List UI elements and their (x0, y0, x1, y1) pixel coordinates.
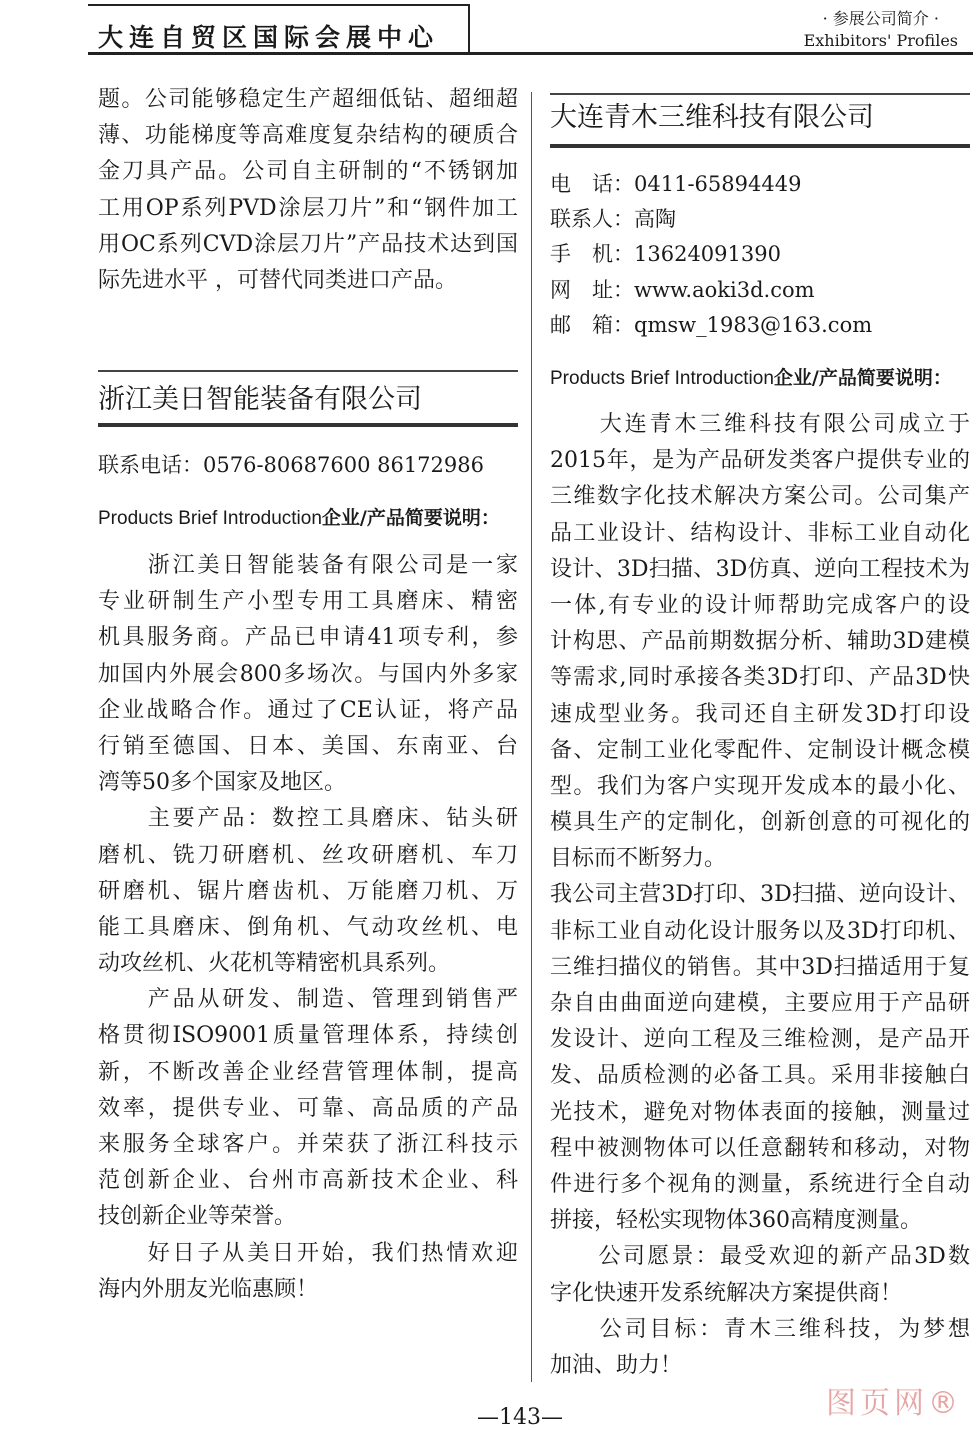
contact-item: 联系人：高陶 (550, 207, 676, 232)
text-line: 技创新企业等荣誉。 (98, 1204, 297, 1230)
paragraph (98, 982, 518, 1235)
pbi-en: Products Brief Introduction (98, 508, 322, 529)
text-line: 字化快速开发系统解决方案提供商！ (550, 1280, 903, 1306)
text-line: 机具服务商。产品已申请41项专利，参 (98, 625, 518, 651)
text-line: 备、定制工业化零配件、定制设计概念模 (550, 737, 970, 763)
header-section (804, 8, 958, 52)
text-line: 湾等50多个国家及地区。 (98, 770, 346, 796)
text-line: 我公司主营3D打印、3D扫描、逆向设计、 (550, 882, 970, 908)
column-divider (531, 92, 532, 1382)
text-line: 范创新企业、台州市高新技术企业、科 (98, 1168, 518, 1194)
paragraph (98, 1236, 518, 1308)
paragraph (98, 801, 518, 982)
text-line: 新，不断改善企业经营管理体制，提高 (98, 1059, 518, 1085)
text-line: 一体,有专业的设计师帮助完成客户的设 (550, 592, 970, 618)
text-line: 产品从研发、制造、管理到销售严 (98, 987, 518, 1013)
text-line: 用OC系列CVD涂层刀片”产品技术达到国 (98, 231, 518, 257)
rule-bottom (550, 144, 970, 148)
paragraph (98, 548, 518, 801)
products-brief-heading (98, 503, 500, 533)
text-line: 拼接，轻松实现物体360高精度测量。 (550, 1208, 922, 1234)
text-line: 工用OP系列PVD涂层刀片”和“钢件加工 (98, 195, 518, 221)
text-line: 发设计、逆向工程及三维检测，是产品开 (550, 1027, 970, 1053)
company-title: 大连青木三维科技有限公司 (550, 102, 874, 133)
text-line: 速成型业务。我司还自主研发3D打印设 (550, 701, 970, 727)
text-line: 来服务全球客户。并荣获了浙江科技示 (98, 1132, 518, 1157)
text-line: 行销至德国、日本、美国、东南亚、台 (98, 733, 518, 759)
paragraph (550, 1239, 970, 1311)
pbi-en: Products Brief Introduction (550, 368, 774, 389)
text-line: 格贯彻ISO9001质量管理体系，持续创 (98, 1023, 518, 1049)
contact-list (550, 167, 970, 343)
text-line: 磨机、铣刀研磨机、丝攻研磨机、车刀 (98, 842, 518, 868)
contact-item: 电 话：0411-65894449 (550, 172, 802, 196)
rule-bottom (98, 423, 518, 427)
text-line: 2015年，是为产品研发类客户提供专业的 (550, 448, 970, 474)
text-line: 效率，提供专业、可靠、高品质的产品 (98, 1095, 518, 1121)
company-description (550, 407, 970, 1384)
contact-item: 手 机：13624091390 (550, 242, 781, 267)
text-line: 题。公司能够稳定生产超细低钻、超细超 (98, 87, 518, 112)
text-line: 公司愿景：最受欢迎的新产品3D数 (550, 1244, 970, 1270)
company-description (98, 548, 518, 1308)
text-line: 目标而不断努力。 (550, 846, 727, 872)
text-line: 际先进水平 ，可替代同类进口产品。 (98, 267, 457, 293)
page-number: —143— (477, 1405, 563, 1430)
text-line: 公司目标：青木三维科技，为梦想 (550, 1316, 970, 1342)
text-line: 薄、功能梯度等高难度复杂结构的硬质合 (98, 123, 518, 149)
text-line: 设计、3D扫描、3D仿真、逆向工程技术为 (550, 556, 970, 582)
paragraph (550, 877, 970, 1239)
text-line: 三维数字化技术解决方案公司。公司集产 (550, 484, 970, 510)
text-line: 企业战略合作。通过了CE认证，将产品 (98, 697, 518, 723)
text-line: 金刀具产品。公司自主研制的“不锈钢加 (98, 159, 518, 185)
header-rule (88, 52, 973, 55)
header-title: 大连自贸区国际会展中心 (98, 23, 440, 52)
left-continued-text (98, 82, 518, 299)
text-line: 品工业设计、结构设计、非标工业自动化 (550, 520, 970, 546)
text-line: 研磨机、锯片磨齿机、万能磨刀机、万 (98, 878, 518, 904)
section-cn: · 参展公司简介 · (822, 9, 939, 28)
contact-item: 网 址：www.aoki3d.com (550, 277, 815, 302)
pbi-cn: 企业/产品简要说明： (773, 367, 952, 389)
text-line: 加油、助力！ (550, 1352, 683, 1378)
text-line: 计构思、产品前期数据分析、辅助3D建模 (550, 629, 970, 655)
text-line: 加国内外展会800多场次。与国内外多家 (98, 661, 518, 687)
text-line: 能工具磨床、倒角机、气动攻丝机、电 (98, 914, 518, 940)
rule-top (98, 370, 518, 372)
company-title: 浙江美日智能装备有限公司 (98, 384, 422, 415)
text-line: 大连青木三维科技有限公司成立于 (550, 412, 970, 437)
watermark-logo: 图页网® (826, 1386, 962, 1421)
pbi-cn: 企业/产品简要说明： (321, 507, 500, 529)
text-line: 发、品质检测的必备工具。采用非接触白 (550, 1063, 970, 1089)
text-line: 等需求,同时承接各类3D打印、产品3D快 (550, 665, 970, 691)
products-brief-heading (550, 363, 952, 393)
paragraph (550, 1312, 970, 1384)
text-line: 三维扫描仪的销售。其中3D扫描适用于复 (550, 954, 970, 980)
contact-phone: 联系电话：0576-80687600 86172986 (98, 453, 484, 477)
text-line: 主要产品：数控工具磨床、钻头研 (98, 806, 518, 832)
text-line: 浙江美日智能装备有限公司是一家 (98, 553, 518, 578)
text-line: 好日子从美日开始，我们热情欢迎 (98, 1240, 518, 1266)
text-line: 程中被测物体可以任意翻转和移动，对物 (550, 1135, 970, 1161)
paragraph (550, 407, 970, 877)
text-line: 海内外朋友光临惠顾！ (98, 1276, 319, 1302)
text-line: 型。我们为客户实现开发成本的最小化、 (550, 773, 970, 799)
section-en: Exhibitors' Profiles (803, 31, 958, 50)
contact-item: 邮 箱：qmsw_1983@163.com (550, 312, 873, 337)
rule-top (550, 93, 970, 95)
text-line: 非标工业自动化设计服务以及3D打印机、 (550, 918, 970, 944)
text-line: 专业研制生产小型专用工具磨床、精密 (98, 589, 518, 615)
text-line: 模具生产的定制化，创新创意的可视化的 (550, 810, 970, 836)
text-line: 动攻丝机、火花机等精密机具系列。 (98, 951, 451, 977)
text-line: 光技术，避免对物体表面的接触，测量过 (550, 1099, 970, 1125)
text-line: 杂自由曲面逆向建模，主要应用于产品研 (550, 991, 970, 1016)
text-line: 件进行多个视角的测量，系统进行全自动 (550, 1171, 970, 1197)
